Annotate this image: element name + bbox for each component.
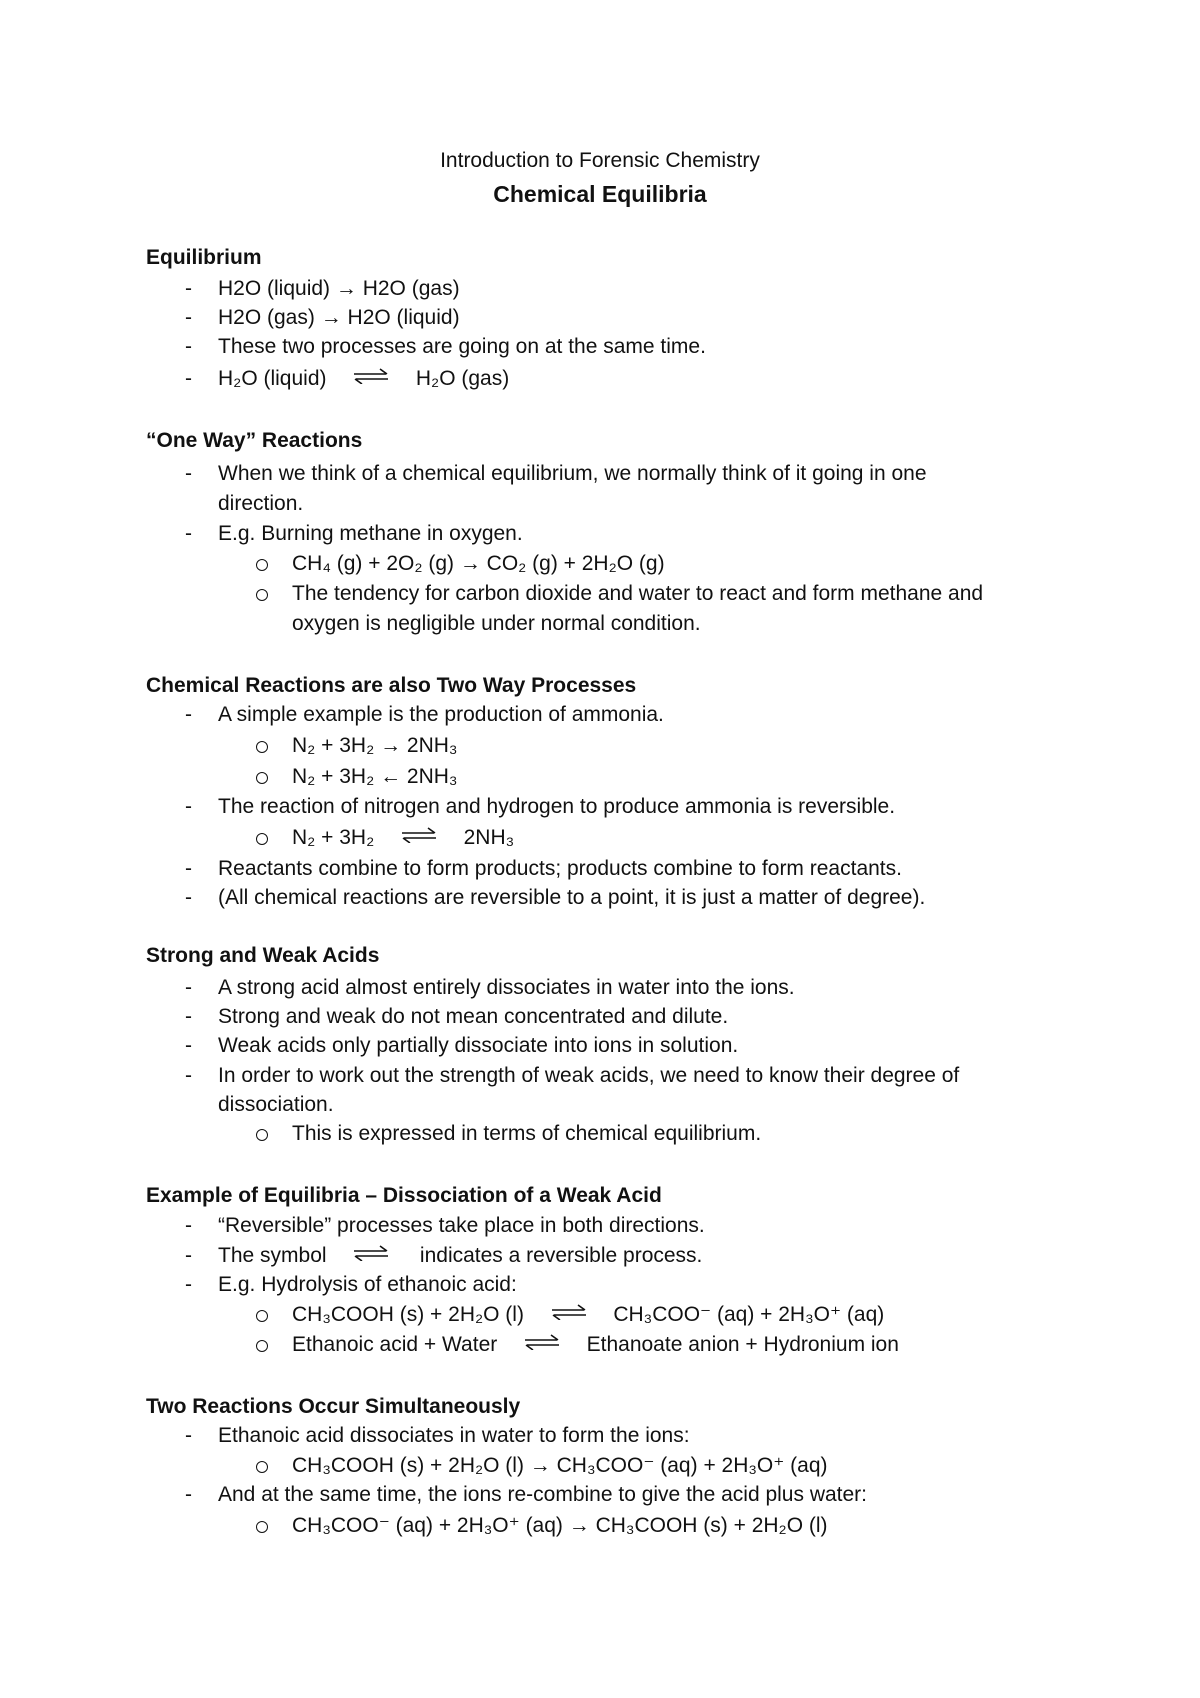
dash-bullet-icon: - (185, 335, 192, 358)
dash-bullet-icon: - (185, 1005, 192, 1028)
circle-bullet-icon (256, 1302, 268, 1328)
section-heading-acids: Strong and Weak Acids (146, 944, 380, 967)
section-heading-two-way: Chemical Reactions are also Two Way Processes (146, 674, 637, 697)
equilibrium-arrow-icon (352, 368, 390, 384)
circle-bullet-icon (256, 1513, 268, 1539)
dash-bullet-icon: - (185, 857, 192, 880)
section-heading-simultaneous: Two Reactions Occur Simultaneously (146, 1395, 521, 1418)
dash-bullet-icon: - (185, 1064, 192, 1087)
equilibrium-arrow-icon (523, 1334, 561, 1350)
section-heading-equilibrium: Equilibrium (146, 246, 262, 269)
dash-bullet-icon: - (185, 1244, 192, 1267)
dash-bullet-icon: - (185, 277, 192, 300)
circle-bullet-icon (256, 733, 268, 759)
dash-bullet-icon: - (185, 886, 192, 909)
equilibrium-arrow-icon (550, 1304, 588, 1320)
dash-bullet-icon: - (185, 367, 192, 390)
dash-bullet-icon: - (185, 1273, 192, 1296)
circle-bullet-icon (256, 1121, 268, 1147)
dash-bullet-icon: - (185, 462, 192, 485)
section-heading-one-way: “One Way” Reactions (146, 429, 363, 452)
document-page: Introduction to Forensic Chemistry Chemical Equilibria Equilibrium - H2O (liquid) → H2O (gas) - H2O (gas) → H2O (liquid) - These two processes are going on at the same time. - H₂O (liquid) H₂O (gas) “One Way” Reactions - When we think of a chemical equilibrium, we normally think of it going in one direction. - E.g. Burning methane in oxygen. CH₄ (g) + 2O₂ (g) → CO₂ (g) + 2H₂O (g) The tendency for carbon dioxide and water to react and form methane and oxygen is negligible under normal condition. Chemical Reactions are also Two Way Processes - A simple example is the production of ammonia. N₂ + 3H₂ → 2NH₃ N₂ + 3H₂ ← 2NH₃ - The reaction of nitrogen and hydrogen to produce ammonia is reversible. N₂ + 3H₂ 2NH₃ - Reactants combine to form products; products combine to form reactants. - (All chemical reactions are reversible to a point, it is just a matter of degree). Strong and Weak Acids - A strong acid almost entirely dissociates in water into the ions. - Strong and weak do not mean concentrated and dilute. - Weak acids only partially dissociate into ions in solution. - In order to work out the strength of weak acids, we need to know their degree of dissociation. This is expressed in terms of chemical equilibrium. Example of Equilibria – Dissociation of a Weak Acid - “Reversible” processes take place in both directions. - The symbol indicates a reversible process. - E.g. Hydrolysis of ethanoic acid: CH₃COOH (s) + 2H₂O (l) CH₃COO⁻ (aq) + 2H₃O⁺ (aq) Ethanoic acid + Water Ethanoate anion + Hydronium ion Two Reactions Occur Simultaneously - Ethanoic acid dissociates in water to form the ions: CH₃COOH (s) + 2H₂O (l) → CH₃COO⁻ (aq) + 2H₃O⁺ (aq) - And at the same time, the ions re-combine to give the acid plus water: CH₃COO⁻ (aq) + 2H₃O⁺ (aq) → CH₃COOH (s) + 2H₂O (l) (0, 0, 1200, 1698)
section-heading-example: Example of Equilibria – Dissociation of a Weak Acid (146, 1184, 662, 1207)
circle-bullet-icon (256, 581, 268, 607)
dash-bullet-icon: - (185, 795, 192, 818)
circle-bullet-icon (256, 551, 268, 577)
dash-bullet-icon: - (185, 522, 192, 545)
page-title: Chemical Equilibria (493, 181, 707, 207)
dash-bullet-icon: - (185, 1034, 192, 1057)
dash-bullet-icon: - (185, 703, 192, 726)
circle-bullet-icon (256, 764, 268, 790)
dash-bullet-icon: - (185, 1424, 192, 1447)
circle-bullet-icon (256, 1332, 268, 1358)
circle-bullet-icon (256, 1453, 268, 1479)
equilibrium-arrow-icon (352, 1245, 390, 1261)
dash-bullet-icon: - (185, 306, 192, 329)
circle-bullet-icon (256, 825, 268, 851)
dash-bullet-icon: - (185, 976, 192, 999)
course-title: Introduction to Forensic Chemistry (440, 149, 760, 172)
dash-bullet-icon: - (185, 1214, 192, 1237)
dash-bullet-icon: - (185, 1483, 192, 1506)
equilibrium-arrow-icon (400, 827, 438, 843)
